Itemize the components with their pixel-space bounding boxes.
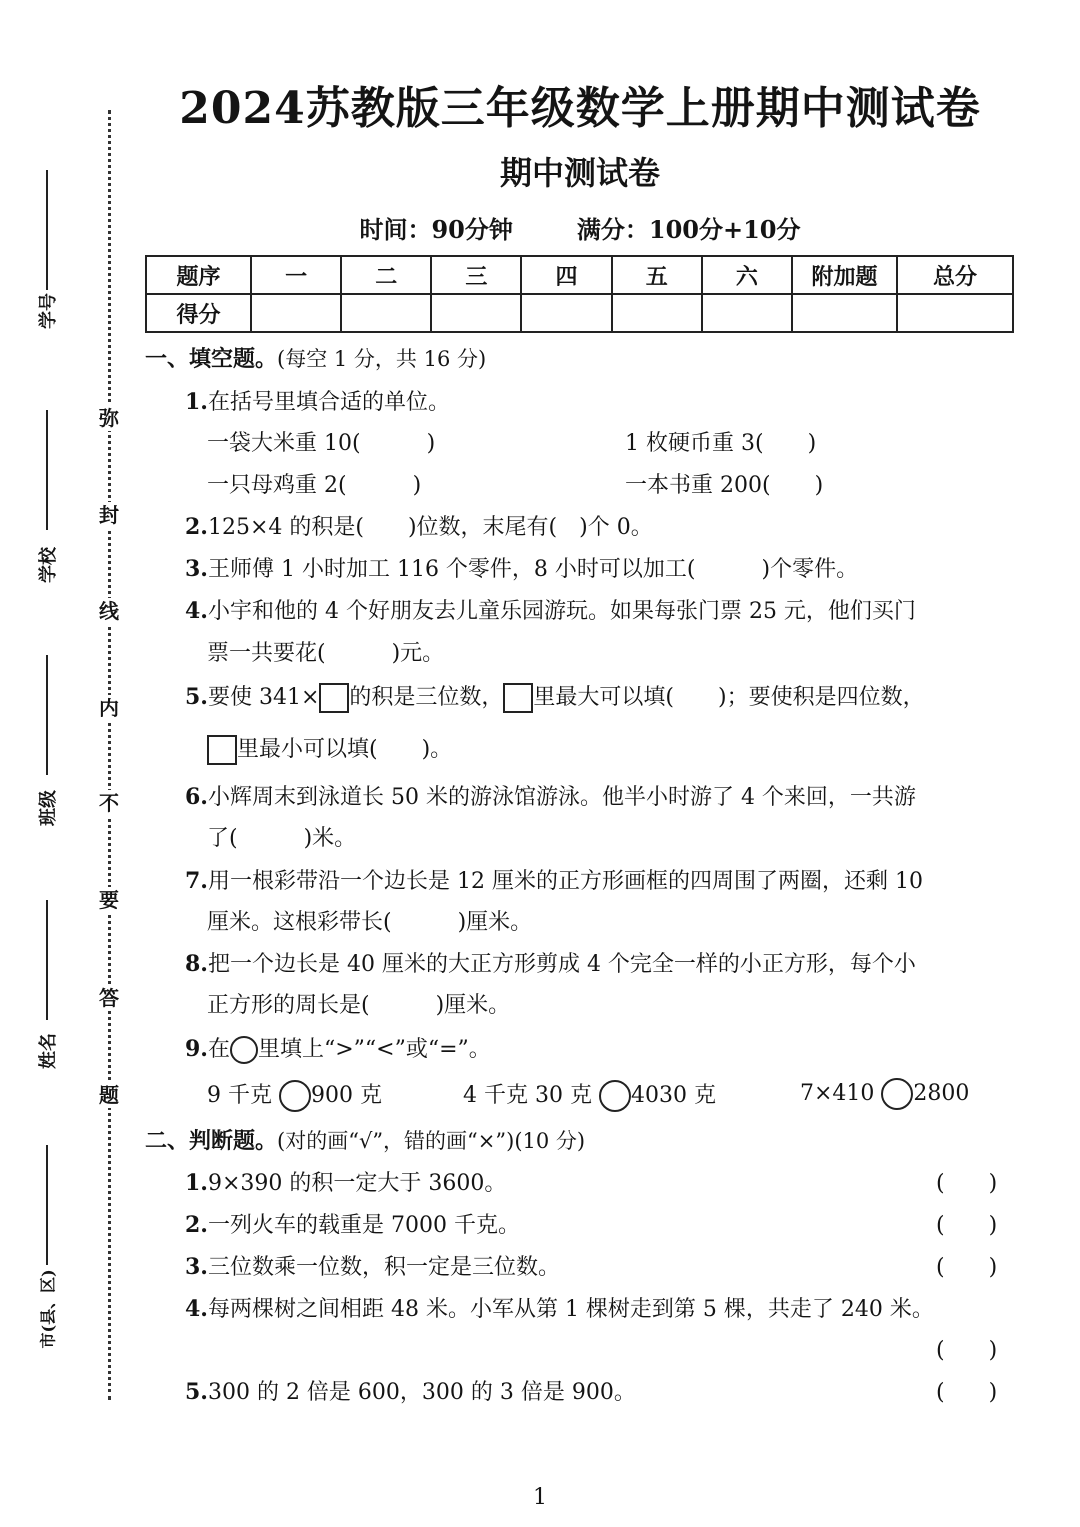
question-3	[185, 552, 858, 583]
answer-box[interactable]	[319, 683, 349, 713]
score-header-cell: 一	[251, 256, 341, 294]
compare-left: 9 千克	[207, 1083, 272, 1108]
question-text: 把一个边长是 40 厘米的大正方形剪成 4 个完全一样的小正方形，每个小	[207, 952, 916, 977]
question-number: 9.	[185, 1036, 208, 1062]
full-score: 满分：100分+10分	[576, 215, 801, 244]
score-header-row	[146, 256, 1013, 294]
compare-circle[interactable]	[279, 1080, 311, 1112]
question-text: 里填上“>”“<”或“=”。	[257, 1037, 491, 1062]
binding-char-3: 线	[94, 598, 124, 624]
compare-1	[207, 1078, 382, 1112]
label-district: 市(县、区)	[38, 1269, 58, 1349]
score-header-cell: 六	[702, 256, 792, 294]
question-7	[185, 864, 923, 895]
question-number: 1.	[185, 1170, 208, 1196]
binding-line-2	[46, 410, 48, 530]
q1-item-d[interactable]: 一本书重 200( )	[625, 473, 824, 498]
question-text: 一列火车的载重是 7000 千克。	[207, 1213, 520, 1238]
score-header-cell: 题序	[146, 256, 251, 294]
question-5-line-2	[207, 732, 452, 765]
score-header-cell: 附加题	[792, 256, 897, 294]
question-text: 小宇和他的 4 个好朋友去儿童乐园游玩。如果每张门票 25 元，他们买门	[207, 599, 916, 624]
question-number: 2.	[185, 514, 208, 540]
score-cell[interactable]	[792, 294, 897, 332]
question-text[interactable]: 125×4 的积是( )位数，末尾有( )个 0。	[207, 515, 653, 540]
binding-line-3	[46, 655, 48, 775]
score-cell[interactable]	[702, 294, 792, 332]
question-4	[185, 594, 916, 625]
score-header-cell: 三	[431, 256, 521, 294]
q1-item-c[interactable]: 一只母鸡重 2( )	[207, 473, 422, 498]
question-number: 5.	[185, 1379, 208, 1405]
question-2	[185, 510, 653, 541]
score-row-label: 得分	[146, 294, 251, 332]
judge-4	[185, 1292, 934, 1323]
label-class: 班级	[38, 790, 59, 826]
section-2-note: (对的画“√”，错的画“×”)(10 分)	[277, 1129, 586, 1153]
q1-item-a[interactable]: 一袋大米重 10( )	[207, 431, 436, 456]
question-6	[185, 780, 916, 811]
judge-5	[185, 1375, 636, 1406]
section-1-heading	[145, 342, 486, 373]
question-number: 1.	[185, 389, 208, 415]
binding-line-4	[46, 900, 48, 1020]
question-9	[185, 1032, 491, 1064]
binding-char-4: 内	[94, 695, 124, 721]
score-header-cell: 四	[521, 256, 611, 294]
circle-icon	[230, 1036, 258, 1064]
compare-circle[interactable]	[599, 1080, 631, 1112]
question-7-line-2[interactable]: 厘米。这根彩带长( )厘米。	[207, 910, 533, 935]
page-number: 1	[533, 1485, 547, 1510]
exam-subtitle: 期中测试卷	[499, 154, 660, 192]
question-text: 9×390 的积一定大于 3600。	[207, 1171, 507, 1196]
question-text: 要使 341×	[207, 685, 320, 710]
section-2-heading	[145, 1124, 585, 1155]
binding-char-8: 题	[94, 1082, 124, 1108]
judge-5-answer[interactable]: ( )	[936, 1380, 998, 1405]
question-text: 小辉周末到泳道长 50 米的游泳馆游泳。他半小时游了 4 个来回，一共游	[207, 785, 916, 810]
answer-box[interactable]	[207, 735, 237, 765]
question-text: 用一根彩带沿一个边长是 12 厘米的正方形画框的四周围了两圈，还剩 10	[207, 869, 923, 894]
judge-4-answer[interactable]: ( )	[936, 1338, 998, 1363]
question-6-line-2[interactable]: 了( )米。	[207, 826, 357, 851]
question-1	[185, 385, 450, 416]
question-text: 300 的 2 倍是 600，300 的 3 倍是 900。	[207, 1380, 636, 1405]
binding-dotted-line	[108, 110, 111, 1400]
binding-char-2: 封	[94, 502, 124, 528]
question-4-line-2[interactable]: 票一共要花( )元。	[207, 641, 445, 666]
score-header-cell: 五	[612, 256, 702, 294]
exam-info	[120, 210, 1040, 245]
section-1-note: (每空 1 分，共 16 分)	[277, 347, 487, 371]
question-5	[185, 680, 925, 713]
score-cell[interactable]	[251, 294, 341, 332]
question-number: 7.	[185, 868, 208, 894]
score-header-cell: 二	[341, 256, 431, 294]
score-row	[146, 294, 1013, 332]
score-cell[interactable]	[612, 294, 702, 332]
compare-2	[463, 1078, 716, 1112]
label-school: 学校	[38, 547, 59, 583]
section-2-title: 二、判断题。	[145, 1128, 278, 1154]
question-number: 5.	[185, 684, 208, 710]
q1-item-b[interactable]: 1 枚硬币重 3( )	[625, 431, 817, 456]
question-number: 4.	[185, 1296, 208, 1322]
question-number: 2.	[185, 1212, 208, 1238]
binding-char-6: 要	[94, 887, 124, 913]
question-number: 6.	[185, 784, 208, 810]
score-cell[interactable]	[431, 294, 521, 332]
score-table	[145, 255, 1014, 333]
compare-left: 7×410	[800, 1081, 875, 1106]
score-header-cell: 总分	[897, 256, 1013, 294]
question-number: 3.	[185, 556, 208, 582]
label-student-id: 学号	[38, 293, 59, 329]
compare-3	[800, 1078, 969, 1110]
question-8-line-2[interactable]: 正方形的周长是( )厘米。	[207, 993, 511, 1018]
question-text[interactable]: 里最大可以填( )；要使积是四位数，	[533, 685, 925, 710]
judge-1	[185, 1166, 506, 1197]
compare-left: 4 千克 30 克	[463, 1083, 592, 1108]
judge-1-answer[interactable]: ( )	[936, 1171, 998, 1196]
compare-right: 2800	[913, 1081, 970, 1106]
binding-char-5: 不	[94, 790, 124, 816]
question-text[interactable]: 里最小可以填( )。	[237, 737, 453, 762]
compare-right: 4030 克	[630, 1083, 716, 1108]
time-limit: 时间：90分钟	[359, 215, 513, 244]
compare-circle[interactable]	[881, 1078, 913, 1110]
question-text: 在括号里填合适的单位。	[207, 390, 450, 415]
judge-3	[185, 1250, 560, 1281]
question-number: 3.	[185, 1254, 208, 1280]
question-number: 8.	[185, 951, 208, 977]
compare-right: 900 克	[311, 1083, 382, 1108]
judge-2	[185, 1208, 520, 1239]
score-cell[interactable]	[341, 294, 431, 332]
answer-box[interactable]	[503, 683, 533, 713]
label-name: 姓名	[38, 1033, 59, 1069]
binding-line-5	[46, 1145, 48, 1265]
judge-3-answer[interactable]: ( )	[936, 1255, 998, 1280]
score-cell[interactable]	[521, 294, 611, 332]
binding-line-1	[46, 170, 48, 290]
question-text: 三位数乘一位数，积一定是三位数。	[207, 1255, 560, 1280]
judge-2-answer[interactable]: ( )	[936, 1213, 998, 1238]
exam-title: 2024苏教版三年级数学上册期中测试卷	[179, 83, 981, 134]
score-cell[interactable]	[897, 294, 1013, 332]
question-text: 在	[207, 1037, 230, 1062]
question-8	[185, 947, 916, 978]
binding-char-1: 弥	[94, 405, 124, 431]
binding-char-7: 答	[94, 985, 124, 1011]
question-number: 4.	[185, 598, 208, 624]
section-1-title: 一、填空题。	[145, 346, 278, 372]
question-text: 每两棵树之间相距 48 米。小军从第 1 棵树走到第 5 棵，共走了 240 米。	[207, 1297, 934, 1322]
question-text: 的积是三位数，	[349, 685, 504, 710]
question-text[interactable]: 王师傅 1 小时加工 116 个零件，8 小时可以加工( )个零件。	[207, 557, 859, 582]
